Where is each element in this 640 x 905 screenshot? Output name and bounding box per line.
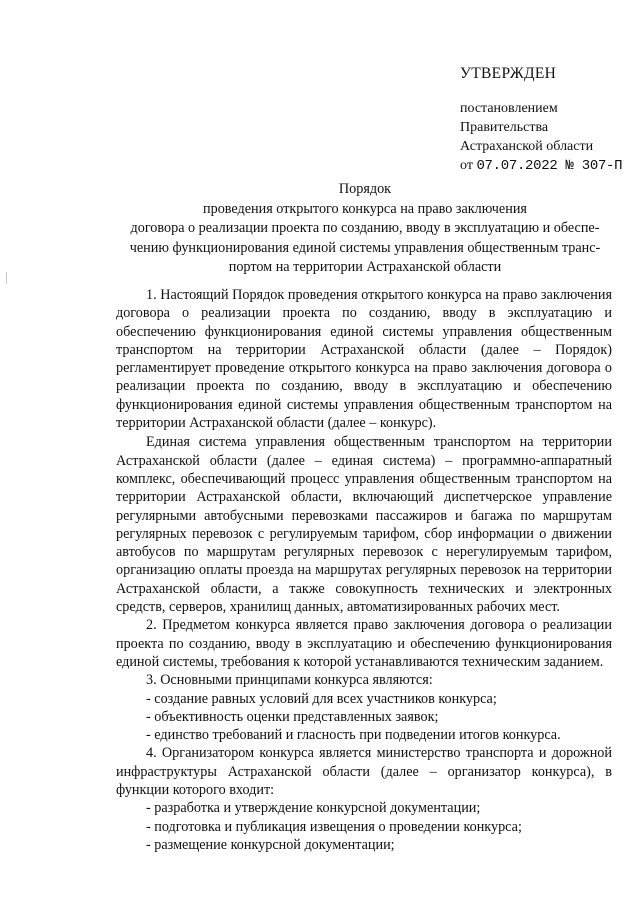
paragraph-2: Единая система управления общественным транспортом на территории Астраханской области (далее – единая система) – программно-аппаратный комплекс, обеспечивающий процесс управления общественным транспортом на территории Астраханской области, включающий диспетчерское управление регулярными автобусными перевозками пассажиров и багажа по маршрутам регулярных перевозок с регулируемым тарифом, сбор информации о движении автобусов по маршрутам регулярных перевозок с нерегулируемым тарифом, организацию оплаты проезда на маршрутах регулярных перевозок на территории Астраханской области, а также совокупность технических и электронных средств, серверов, хранилищ данных, автоматизированных рабочих мест. xyxy=(116,434,612,616)
list-item: - объективность оценки представленных заявок; xyxy=(146,708,439,725)
title-line-3: договора о реализации проекта по созданию, вводу в эксплуатацию и обеспе- xyxy=(130,220,600,236)
list-item: - создание равных условий для всех участников конкурса; xyxy=(146,690,497,707)
title-line-1: Порядок xyxy=(338,181,392,197)
title-line-4: чению функционирования единой системы управления общественным транс- xyxy=(129,239,601,256)
title-line-2: проведения открытого конкурса на право заключения xyxy=(203,200,527,217)
paragraph-3: 2. Предметом конкурса является право заключения договора о реализации проекта по созданию, вводу в эксплуатацию и обеспечению функционирования единой системы, требования к которой устанавливаются техническим заданием. xyxy=(116,617,612,670)
document-title xyxy=(100,180,630,278)
approval-date-prefix: от xyxy=(460,158,477,173)
scan-edge-mark xyxy=(6,272,7,284)
approval-heading: УТВЕРЖДЕН xyxy=(460,65,557,82)
title-line-5: портом на территории Астраханской области xyxy=(228,259,502,275)
approval-date-line xyxy=(460,156,638,176)
list-item: - подготовка и публикация извещения о проведении конкурса; xyxy=(146,818,522,835)
list-item: - разработка и утверждение конкурсной документации; xyxy=(146,800,481,817)
paragraph-4: 3. Основными принципами конкурса являются: xyxy=(146,672,433,689)
paragraph-1: 1. Настоящий Порядок проведения открытого конкурса на право заключения договора о реализации проекта по созданию, вводу в эксплуатацию и обеспечению функционирования единой системы управления общественным транспортом на территории Астраханской области (далее – Порядок) регламентирует проведение открытого конкурса на право заключения договора о реализации проекта по созданию, вводу в эксплуатацию и обеспечению функционирования единой системы управления общественным транспортом на территории Астраханской области (далее – конкурс). xyxy=(116,287,612,432)
document-body xyxy=(116,286,612,854)
approval-date-value: 07.07.2022 № 307-П xyxy=(476,158,623,174)
approval-line-3: Астраханской области xyxy=(460,139,594,154)
list-item: - единство требований и гласность при подведении итогов конкурса. xyxy=(146,727,561,744)
approval-line-2: Правительства xyxy=(460,120,549,135)
list-item: - размещение конкурсной документации; xyxy=(146,836,395,853)
approval-stamp xyxy=(460,64,638,176)
approval-line-1: постановлением xyxy=(460,101,558,116)
paragraph-8: 4. Организатором конкурса является министерство транспорта и дорожной инфраструктуры Астраханской области (далее – организатор конкурса), в функции которого входит: xyxy=(116,745,612,799)
